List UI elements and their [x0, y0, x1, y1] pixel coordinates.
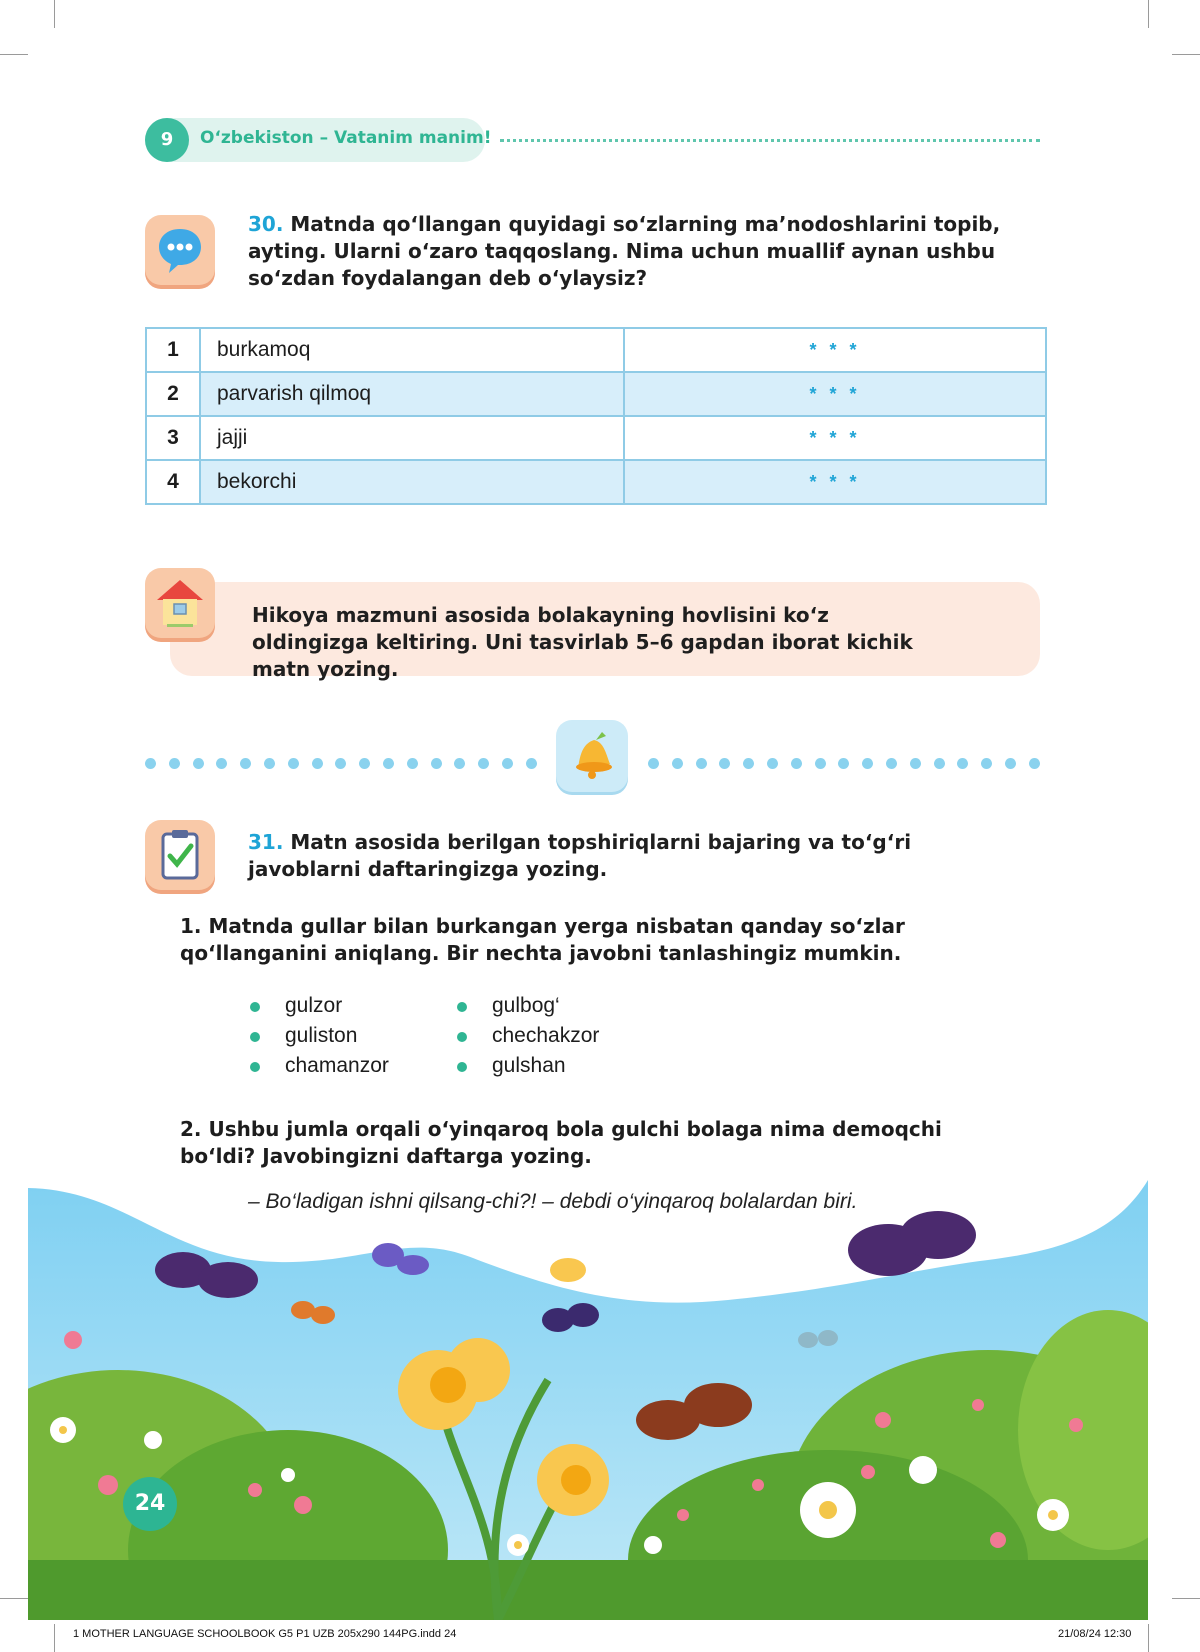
bullet-icon: [250, 1062, 260, 1072]
row-number: 2: [146, 372, 200, 416]
crop-mark: [0, 54, 28, 55]
bullet-icon: [457, 1002, 467, 1012]
quote-text: – Bo‘ladigan ishni qilsang-chi?! – debdi o‘yinqaroq bolalardan biri.: [248, 1190, 858, 1213]
list-item: gulshan: [492, 1054, 566, 1077]
crop-mark: [54, 0, 55, 28]
word-cell: burkamoq: [200, 328, 624, 372]
bullet-icon: [250, 1002, 260, 1012]
house-icon: [145, 568, 215, 638]
print-footer-file: 1 MOTHER LANGUAGE SCHOOLBOOK G5 P1 UZB 205x290 144PG.indd 24: [73, 1628, 457, 1640]
header-dotted-line: [500, 139, 1040, 142]
dot-divider-left: [145, 754, 550, 766]
bullet-icon: [457, 1032, 467, 1042]
task-text: Matn asosida berilgan topshiriqlarni bajaring va to‘g‘ri javoblarni daftaringizga yozing.: [248, 830, 912, 881]
synonym-cell: * * *: [624, 372, 1046, 416]
row-number: 3: [146, 416, 200, 460]
table-row: [146, 460, 1046, 504]
synonym-table: [145, 327, 1047, 505]
list-item: guliston: [285, 1024, 358, 1047]
print-footer-date: 21/08/24 12:30: [1058, 1628, 1132, 1640]
list-item: chamanzor: [285, 1054, 389, 1077]
garden-illustration: [28, 1180, 1148, 1620]
question-2: 2. Ushbu jumla orqali o‘yinqaroq bola gulchi bolaga nima demoqchi bo‘ldi? Javobingizni daftarga yozing.: [180, 1117, 942, 1168]
dot-divider-right: [648, 754, 1053, 766]
word-cell: bekorchi: [200, 460, 624, 504]
page-number: 24: [123, 1477, 177, 1531]
crop-mark: [1148, 1624, 1149, 1652]
synonym-cell: * * *: [624, 328, 1046, 372]
word-cell: jajji: [200, 416, 624, 460]
table-row: [146, 416, 1046, 460]
unit-number-badge: 9: [145, 118, 189, 162]
crop-mark: [0, 1598, 28, 1599]
crop-mark: [1172, 1598, 1200, 1599]
synonym-cell: * * *: [624, 460, 1046, 504]
crop-mark: [1172, 54, 1200, 55]
row-number: 1: [146, 328, 200, 372]
crop-mark: [1148, 0, 1149, 28]
home-task-text: Hikoya mazmuni asosida bolakayning hovlisini ko‘z oldingizga keltiring. Uni tasvirlab 5–6 gapdan iborat kichik matn yozing.: [252, 603, 913, 681]
list-item: gulbog‘: [492, 994, 560, 1017]
task-text: Matnda qo‘llangan quyidagi so‘zlarning ma’nodoshlarini topib, ayting. Ularni o‘zaro taqqoslang. Nima uchun muallif aynan ushbu so‘zdan foydalangan deb o‘ylaysiz?: [248, 212, 1001, 290]
table-row: [146, 328, 1046, 372]
bullet-icon: [250, 1032, 260, 1042]
bell-icon: [556, 720, 628, 792]
question-1: 1. Matnda gullar bilan burkangan yerga nisbatan qanday so‘zlar qo‘llanganini aniqlang. Bir nechta javobni tanlashingiz mumkin.: [180, 914, 905, 965]
task-number: 31.: [248, 830, 284, 854]
list-item: gulzor: [285, 994, 343, 1017]
task-31-instruction: [248, 829, 1008, 883]
clipboard-check-icon: [145, 820, 215, 890]
task-30-instruction: [248, 211, 1048, 292]
bullet-icon: [457, 1062, 467, 1072]
list-item: chechakzor: [492, 1024, 600, 1047]
speech-bubble-icon: [145, 215, 215, 285]
synonym-cell: * * *: [624, 416, 1046, 460]
word-cell: parvarish qilmoq: [200, 372, 624, 416]
row-number: 4: [146, 460, 200, 504]
crop-mark: [54, 1624, 55, 1652]
task-number: 30.: [248, 212, 284, 236]
unit-title: O‘zbekiston – Vatanim manim!: [200, 128, 492, 148]
table-row: [146, 372, 1046, 416]
